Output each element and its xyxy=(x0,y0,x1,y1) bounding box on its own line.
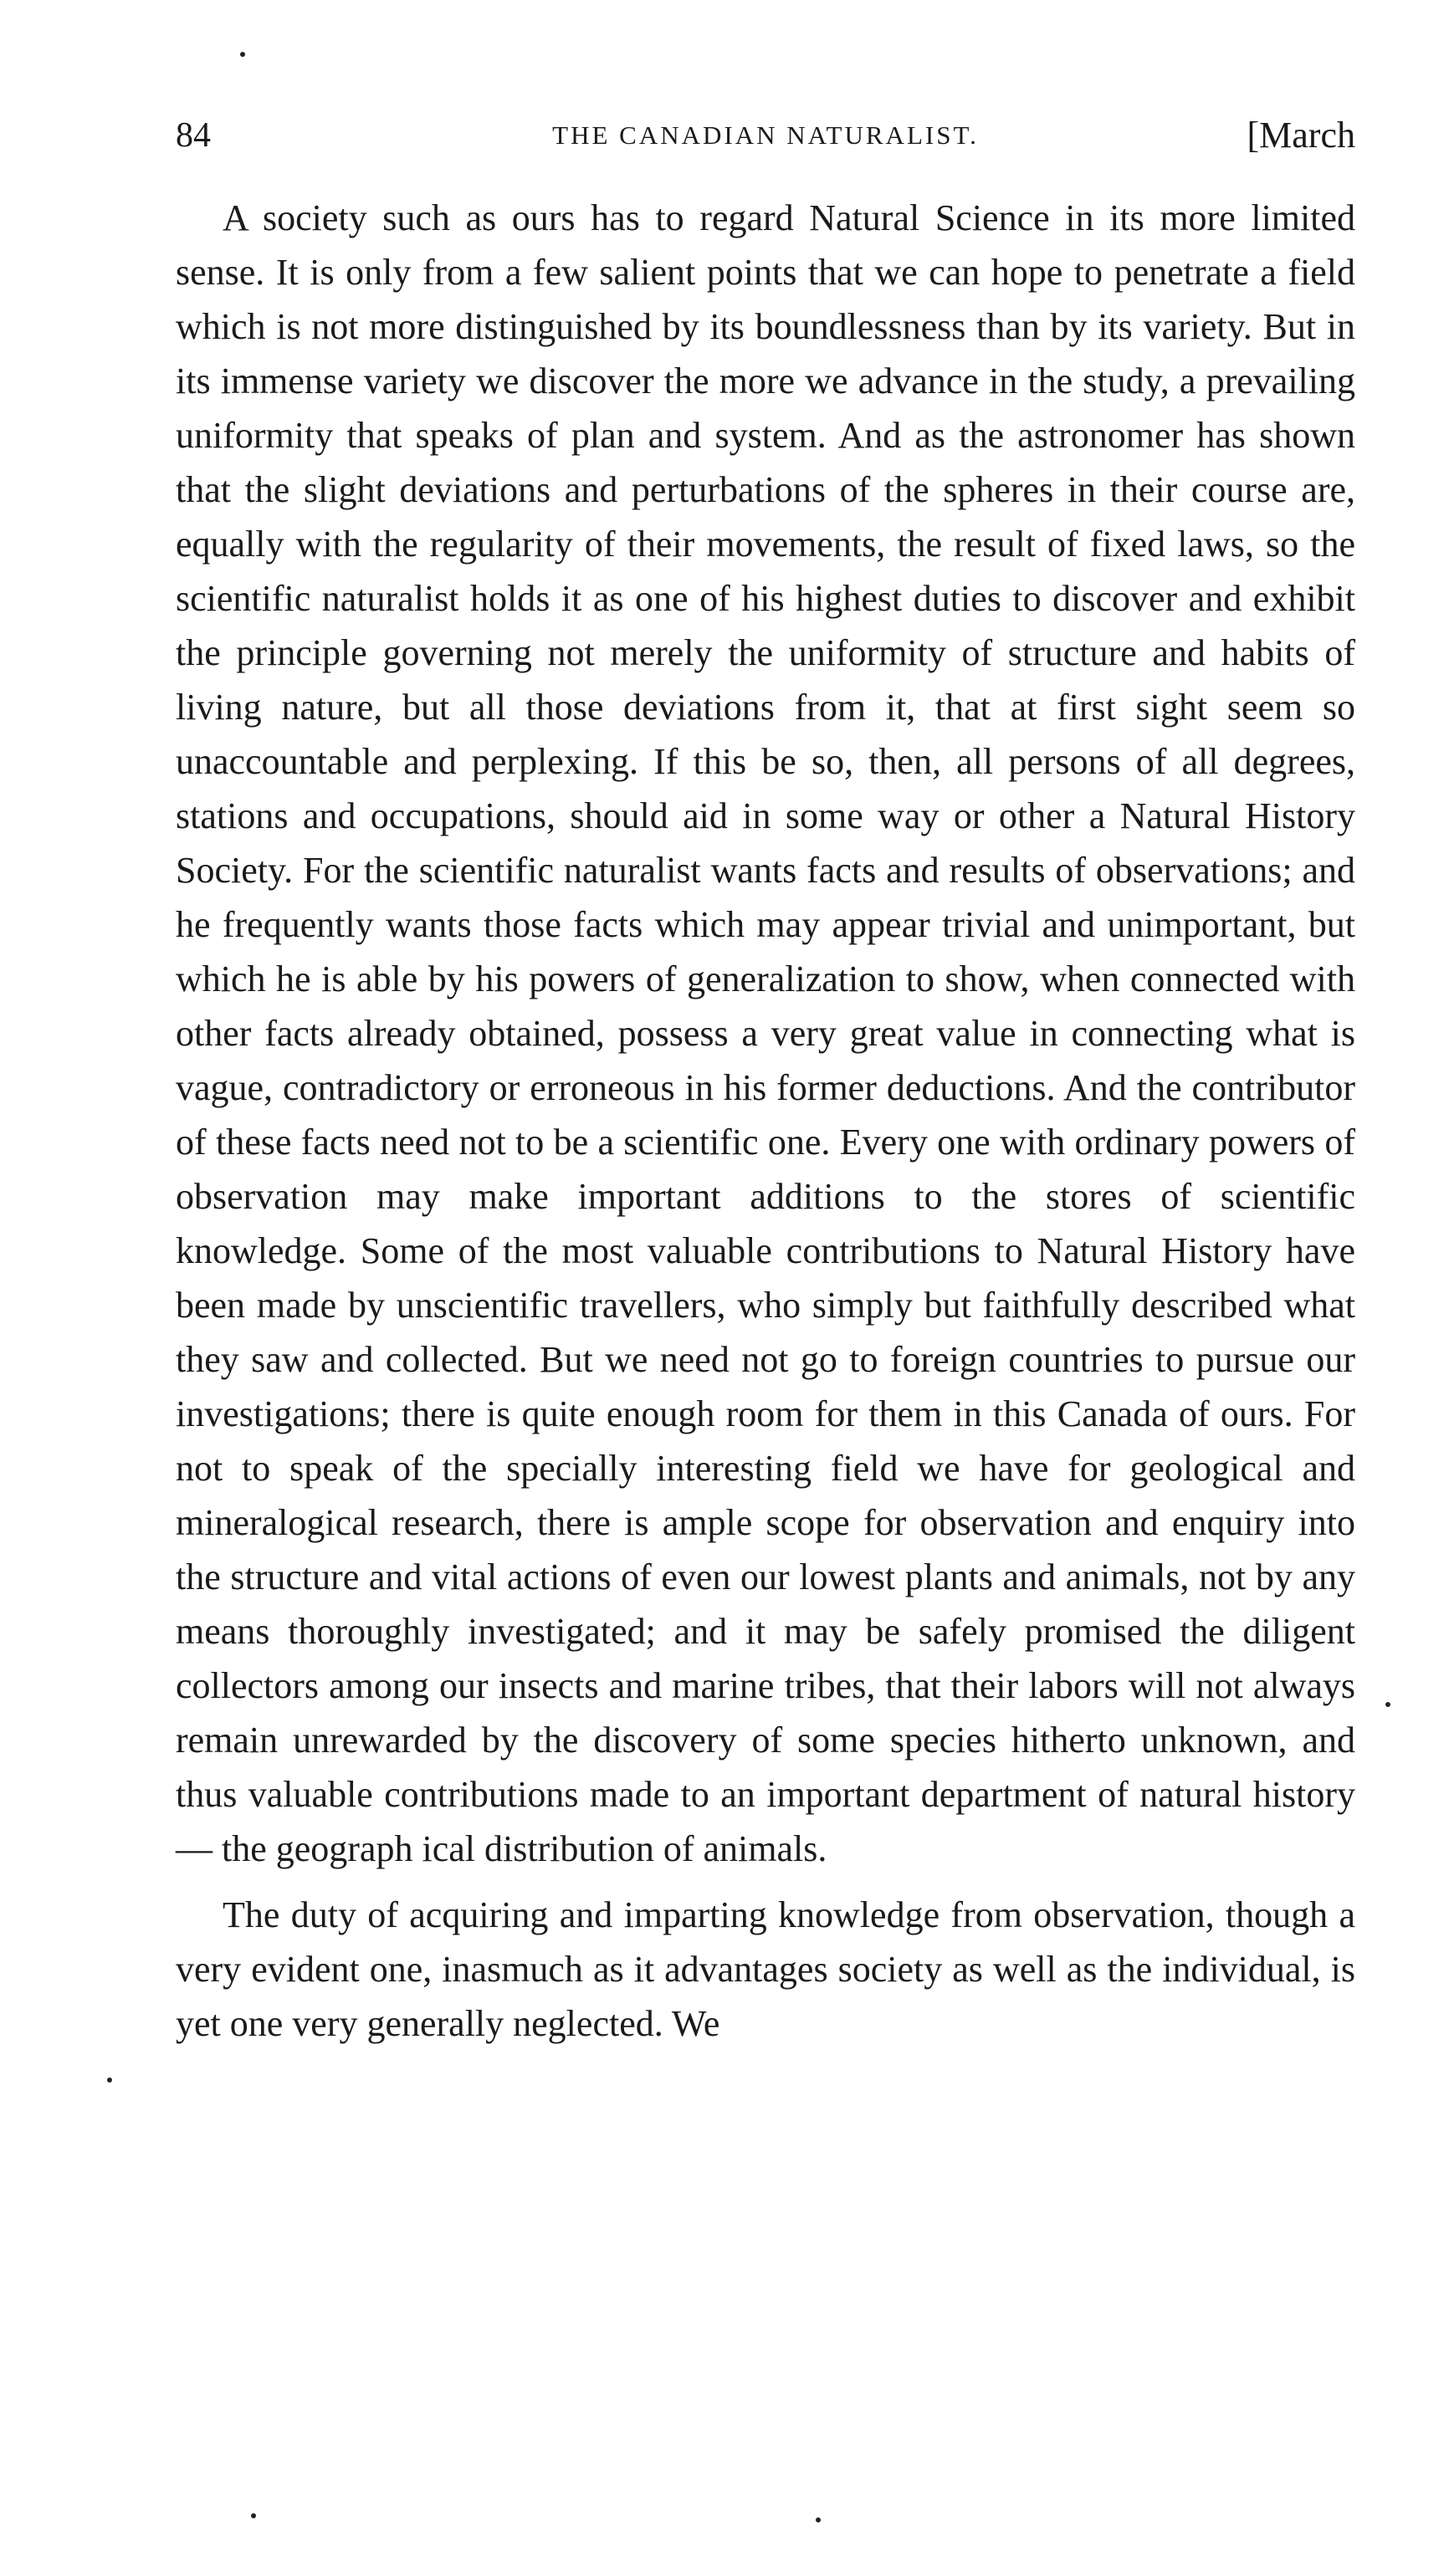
body-text xyxy=(176,191,1355,2051)
page-number: 84 xyxy=(176,116,211,155)
print-speck xyxy=(1385,1702,1390,1707)
print-speck xyxy=(240,52,245,57)
paragraph-natural-science: A society such as ours has to regard Natural Science in its more limited sense. It is only from a few salient points that we can hope to penetrate a field which is not more distinguished by its boundlessness than by its variety. But in its immense variety we discover the more we advance in the study, a prevailing uniformity that speaks of plan and system. And as the astronomer has shown that the slight deviations and perturbations of the spheres in their course are, equally with the regularity of their movements, the result of fixed laws, so the scientific naturalist holds it as one of his highest duties to discover and exhibit the principle governing not merely the uniformity of structure and habits of living nature, but all those deviations from it, that at first sight seem so unaccountable and perplexing. If this be so, then, all persons of all degrees, stations and occupations, should aid in some way or other a Natural History Society. For the scientific naturalist wants facts and results of observations; and he frequently wants those facts which may appear trivial and unimportant, but which he is able by his powers of generalization to show, when connected with other facts already obtained, possess a very great value in connecting what is vague, contradictory or erroneous in his former deductions. And the contributor of these facts need not to be a scientific one. Every one with ordinary powers of observation may make important additions to the stores of scientific knowledge. Some of the most valuable contributions to Natural History have been made by unscientific travellers, who simply but faithfully described what they saw and collected. But we need not go to foreign countries to pursue our investigations; there is quite enough room for them in this Canada of ours. For not to speak of the specially interesting field we have for geological and mineralogical research, there is ample scope for observation and enquiry into the structure and vital actions of even our lowest plants and animals, not by any means thoroughly investigated; and it may be safely promised the diligent collectors among our insects and marine tribes, that their labors will not always remain unrewarded by the discovery of some species hitherto unknown, and thus valuable contributions made to an important department of natural history— the geograph ical distribution of animals. xyxy=(176,197,1355,1869)
print-speck xyxy=(107,2078,112,2083)
paragraph-duty-of-observation: The duty of acquiring and imparting knowledge from observation, though a very evident one, inasmuch as it advantages society as well as the individual, is yet one very generally neglected. We xyxy=(176,1894,1355,2044)
running-title: THE CANADIAN NATURALIST. xyxy=(552,120,979,150)
print-speck xyxy=(251,2513,256,2518)
print-speck xyxy=(816,2517,821,2522)
running-date: [March xyxy=(1247,115,1355,156)
running-header xyxy=(176,110,1355,161)
